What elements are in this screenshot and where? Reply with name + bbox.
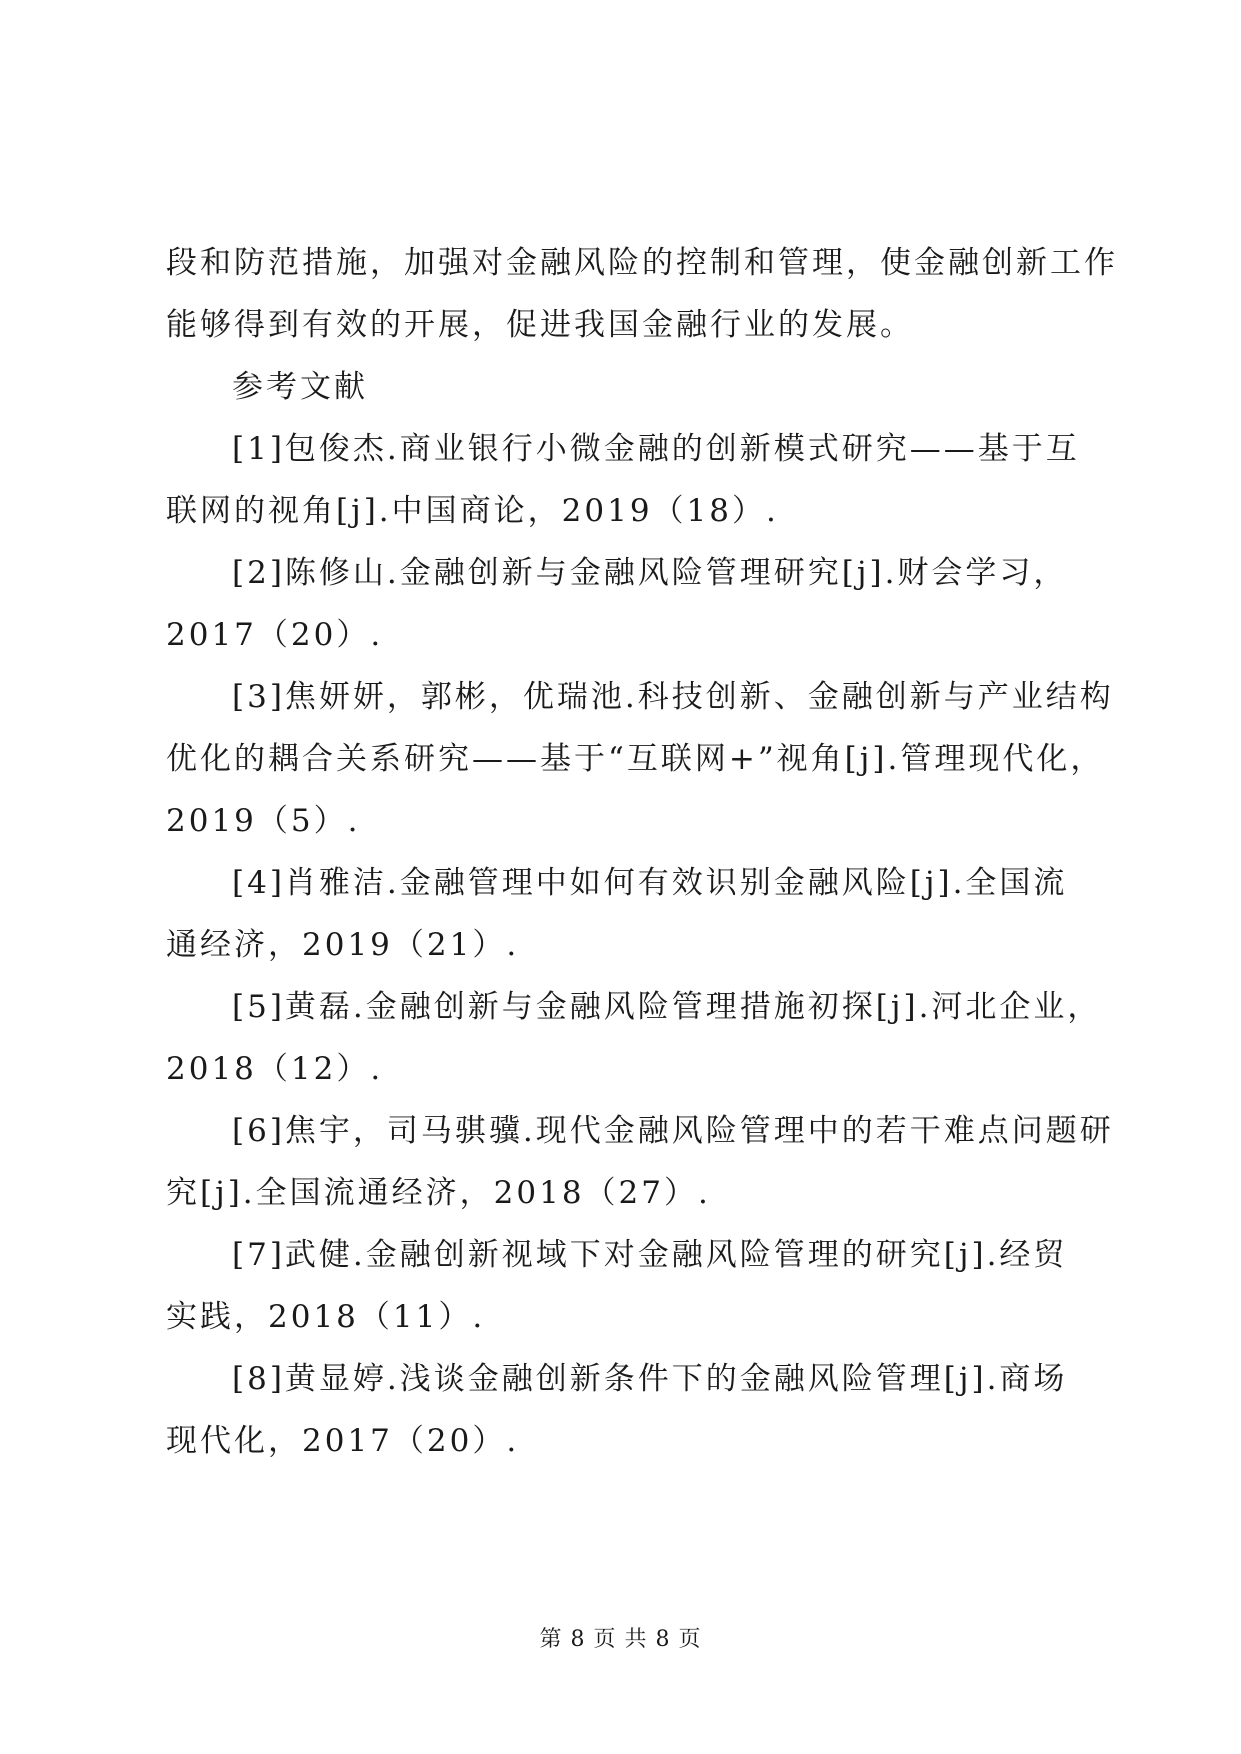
page-footer: 第 8 页 共 8 页 [539, 1627, 702, 1652]
reference-line: [2]陈修山.金融创新与金融风险管理研究[j].财会学习， [232, 555, 1068, 591]
paragraph-line: 能够得到有效的开展，促进我国金融行业的发展。 [166, 307, 914, 343]
reference-line: [4]肖雅洁.金融管理中如何有效识别金融风险[j].全国流 [232, 865, 1068, 901]
reference-line: [8]黄显婷.浅谈金融创新条件下的金融风险管理[j].商场 [232, 1361, 1068, 1397]
reference-item [166, 1348, 1096, 1472]
reference-line: 联网的视角[j].中国商论，2019（18）. [166, 493, 779, 529]
reference-line: [5]黄磊.金融创新与金融风险管理措施初探[j].河北企业， [232, 989, 1102, 1025]
paragraph-line: 段和防范措施，加强对金融风险的控制和管理，使金融创新工作 [166, 245, 1118, 281]
reference-line: 2018（12）. [166, 1051, 384, 1087]
reference-line: 2019（5）. [166, 803, 361, 839]
reference-line: [7]武健.金融创新视域下对金融风险管理的研究[j].经贸 [232, 1237, 1068, 1273]
reference-item [166, 666, 1114, 852]
reference-line: 2017（20）. [166, 617, 384, 653]
reference-item [166, 976, 1102, 1100]
body-text [166, 232, 1118, 1472]
reference-item [166, 1100, 1114, 1224]
reference-item [166, 852, 1096, 976]
reference-line: 实践，2018（11）. [166, 1299, 486, 1335]
reference-line: 究[j].全国流通经济，2018（27）. [166, 1175, 711, 1211]
reference-line: [1]包俊杰.商业银行小微金融的创新模式研究——基于互 [232, 431, 1080, 467]
reference-item [166, 418, 1096, 542]
reference-line: 通经济，2019（21）. [166, 927, 520, 963]
reference-line: 现代化，2017（20）. [166, 1423, 520, 1459]
reference-line: 优化的耦合关系研究——基于“互联网+”视角[j].管理现代化， [166, 741, 1105, 777]
references-heading: 参考文献 [232, 369, 368, 405]
reference-line: [6]焦宇，司马骐骥.现代金融风险管理中的若干难点问题研 [232, 1113, 1114, 1149]
reference-line: [3]焦妍妍，郭彬，优瑞池.科技创新、金融创新与产业结构 [232, 679, 1114, 715]
reference-item [166, 1224, 1096, 1348]
reference-item [166, 542, 1096, 666]
